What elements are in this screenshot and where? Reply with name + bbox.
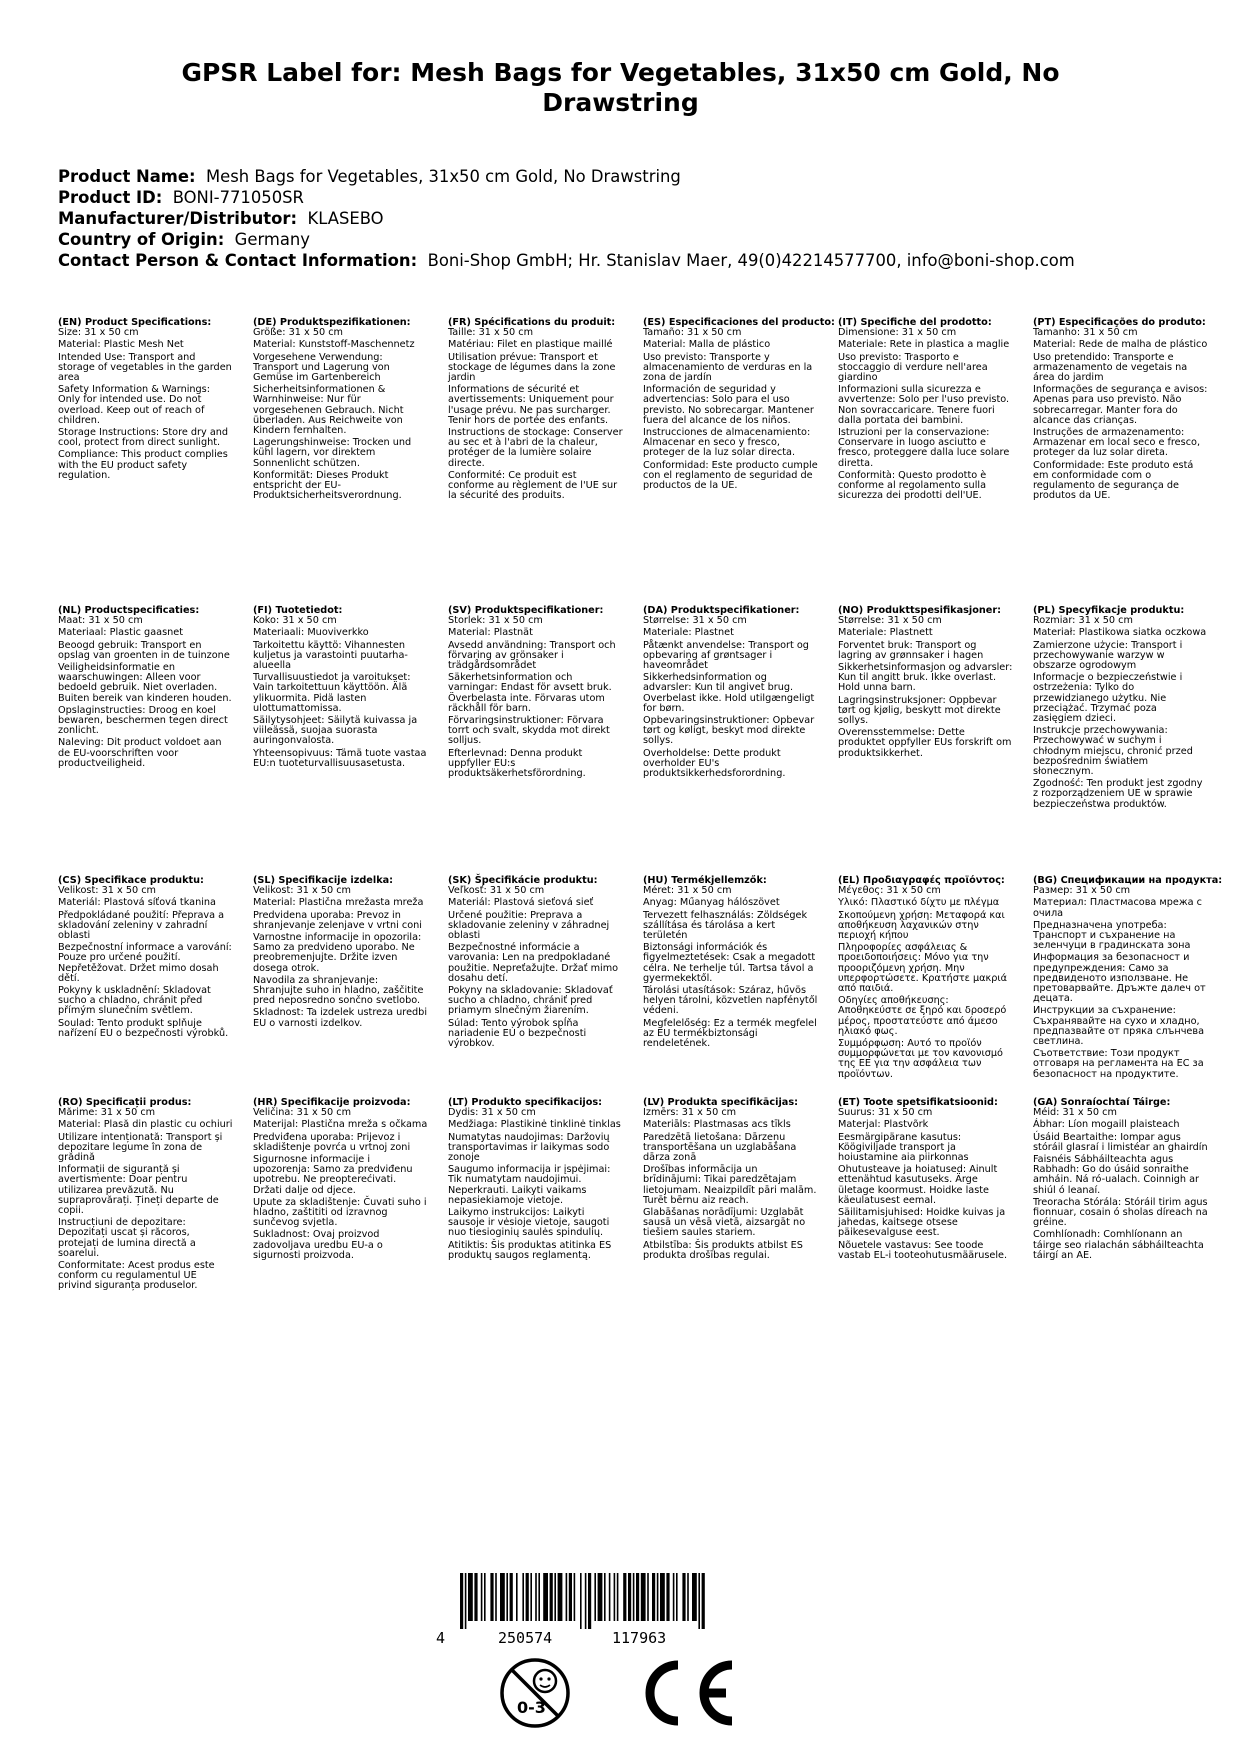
spec-line: Sikkerhetsinformasjon og advarsler: Kun til angitt bruk. Ikke overlast. Hold unna barn. xyxy=(838,662,1013,694)
spec-line: Compliance: This product complies with the EU product safety regulation. xyxy=(58,449,228,481)
spec-line: Vorgesehene Verwendung: Transport und Lagerung von Gemüse im Gartenbereich xyxy=(253,351,390,384)
spec-line: Υλικό: Πλαστικό δίχτυ με πλέγμα xyxy=(838,897,1000,909)
spec-block xyxy=(448,318,623,503)
spec-line: Συμμόρφωση: Αυτό το προϊόν συμμορφώνεται με τον κανονισμό της ΕΕ για την ασφάλεια των προϊόντων. xyxy=(838,1038,1003,1080)
spec-heading: (IT) Specifiche del prodotto: xyxy=(838,317,992,328)
spec-line: Tamaño: 31 x 50 cm xyxy=(643,327,742,339)
spec-line: Materiaal: Plastic gaasnet xyxy=(58,627,184,639)
spec-line: Atbilstība: Šis produkts atbilst ES produkta drošības regulai. xyxy=(643,1239,803,1261)
svg-text:0-3: 0-3 xyxy=(517,1698,546,1717)
spec-line: Matériau: Filet en plastique maillé xyxy=(448,339,613,351)
spec-block xyxy=(1033,318,1208,503)
spec-line: Instrucciones de almacenamiento: Almacenar en seco y fresco, proteger de la luz solar directa. xyxy=(643,427,811,459)
spec-line: Material: Plastnät xyxy=(448,627,533,639)
spec-block xyxy=(1033,606,1208,812)
spec-line: Οδηγίες αποθήκευσης: Αποθηκεύστε σε ξηρό και δροσερό μέρος, προστατεύστε από άμεσο ηλιακό φως. xyxy=(838,995,1007,1037)
spec-line: Zgodność: Ten produkt jest zgodny z rozporządzeniem UE w sprawie bezpieczeństwa produktów. xyxy=(1033,778,1203,810)
spec-line: Beoogd gebruik: Transport en opslag van groenten in de tuinzone xyxy=(58,639,230,661)
spec-line: Suurus: 31 x 50 cm xyxy=(838,1107,933,1119)
spec-line: Konformität: Dieses Produkt entspricht der EU-Produktsicherheitsverordnung. xyxy=(253,469,402,502)
info-label: Manufacturer/Distributor: xyxy=(58,209,298,228)
spec-row xyxy=(58,318,1238,588)
spec-line: Предназначена употреба: Транспорт и съхранение на зеленчуци в градинската зона xyxy=(1033,919,1191,952)
spec-line: Izmērs: 31 x 50 cm xyxy=(643,1107,737,1119)
spec-line: Säkerhetsinformation och varningar: Endast för avsett bruk. Överbelasta inte. Förvaras utom räckhåll för barn. xyxy=(448,672,612,714)
spec-line: Veľkosť: 31 x 50 cm xyxy=(448,885,545,897)
spec-block xyxy=(643,606,818,781)
spec-line: Soulad: Tento produkt splňuje nařízení EU o bezpečnosti výrobků. xyxy=(58,1017,229,1039)
spec-line: Μέγεθος: 31 x 50 cm xyxy=(838,885,941,897)
spec-line: Forventet bruk: Transport og lagring av grønnsaker i hagen xyxy=(838,639,984,661)
spec-heading: (NL) Productspecificaties: xyxy=(58,605,200,616)
spec-line: Určené použitie: Preprava a skladovanie zeleniny v záhradnej oblasti xyxy=(448,909,610,942)
spec-heading: (EL) Προδιαγραφές προϊόντος: xyxy=(838,875,1005,886)
spec-block xyxy=(58,606,233,771)
spec-line: Sicherheitsinformationen & Warnhinweise: Nur für vorgesehenen Gebrauch. Nicht überladen. Aus Reichweite von Kindern fernhalten. xyxy=(253,384,404,437)
spec-line: Dimensione: 31 x 50 cm xyxy=(838,327,957,339)
spec-line: Material: Plastična mrežasta mreža xyxy=(253,897,424,909)
spec-heading: (PT) Especificações do produto: xyxy=(1033,317,1206,328)
spec-line: Lagerungshinweise: Trocken und kühl lagern, vor direktem Sonnenlicht schützen. xyxy=(253,437,412,469)
spec-line: Předpokládané použití: Přeprava a skladování zeleniny v zahradní oblasti xyxy=(58,909,225,942)
info-value: Boni-Shop GmbH; Hr. Stanislav Maer, 49(0)42214577700, info@boni-shop.com xyxy=(427,251,1075,270)
spec-line: Overensstemmelse: Dette produktet oppfyller EUs forskrift om produktsikkerhet. xyxy=(838,727,1012,759)
spec-line: Materiale: Rete in plastica a maglie xyxy=(838,339,1010,351)
spec-line: Nõuetele vastavus: See toode vastab EL-i tooteohutusmäärusele. xyxy=(838,1239,1008,1261)
spec-line: Materiale: Plastnett xyxy=(838,627,933,639)
spec-line: Informations de sécurité et avertissements: Uniquement pour l'usage prévu. Ne pas surcharger. Tenir hors de portée des enfants. xyxy=(448,384,614,426)
spec-line: Drošības informācija un brīdinājumi: Tikai paredzētajam lietojumam. Neaizpildīt pāri malām. Turēt bērnu aiz reach. xyxy=(643,1164,817,1206)
spec-line: Predvidena uporaba: Prevoz in shranjevanje zelenjave v vrtni coni xyxy=(253,909,422,931)
spec-line: Materiale: Plastnet xyxy=(643,627,734,639)
spec-line: Upute za skladištenje: Čuvati suho i hladno, zaštititi od izravnog sunčevog svjetla. xyxy=(253,1196,427,1229)
spec-line: Material: Plastic Mesh Net xyxy=(58,339,184,351)
spec-heading: (HR) Specifikacije proizvoda: xyxy=(253,1097,411,1108)
spec-line: Ohutusteave ja hoiatused: Ainult ettenähtud kasutuseks. Ärge ületage koormust. Hoidke laste käeulatusest eemal. xyxy=(838,1164,998,1206)
spec-line: Съответствие: Този продукт отговаря на регламента на ЕС за безопасност на продуктите. xyxy=(1033,1048,1204,1080)
spec-line: Medžiaga: Plastikinė tinklinė tinklas xyxy=(448,1119,621,1131)
spec-block xyxy=(253,1098,428,1263)
spec-line: Conformitate: Acest produs este conform cu regulamentul UE privind siguranța produselor. xyxy=(58,1260,215,1292)
spec-heading: (PL) Specyfikacje produktu: xyxy=(1033,605,1185,616)
spec-line: Méid: 31 x 50 cm xyxy=(1033,1107,1117,1119)
spec-line: Pokyny na skladovanie: Skladovať sucho a chladno, chrániť pred priamym slnečným žiarením. xyxy=(448,985,613,1017)
spec-block xyxy=(838,318,1013,503)
spec-line: Säilitamisjuhised: Hoidke kuivas ja jahedas, kaitsege otsese päikesevalguse eest. xyxy=(838,1207,1006,1239)
spec-block xyxy=(1033,1098,1208,1263)
spec-line: Safety Information & Warnings: Only for intended use. Do not overload. Keep out of reach of children. xyxy=(58,384,210,426)
spec-line: Eesmärgipärane kasutus: Köögiviljade transport ja hoiustamine aia piirkonnas xyxy=(838,1131,969,1164)
spec-line: Saugumo informacija ir įspėjimai: Tik numatytam naudojimui. Neperkrauti. Laikyti vaikams nepasiekiamoje vietoje. xyxy=(448,1164,611,1206)
spec-line: Ábhar: Líon mogaill plaisteach xyxy=(1033,1119,1180,1131)
info-label: Product Name: xyxy=(58,167,196,186)
spec-line: Skladnost: Ta izdelek ustreza uredbi EU o varnosti izdelkov. xyxy=(253,1007,428,1029)
spec-line: Velikost: 31 x 50 cm xyxy=(58,885,156,897)
spec-block xyxy=(643,876,818,1051)
spec-line: Sikkerhedsinformation og advarsler: Kun til angivet brug. Overbelast ikke. Hold utilgængeligt for børn. xyxy=(643,672,815,714)
spec-line: Conformidad: Este producto cumple con el reglamento de seguridad de productos de la UE. xyxy=(643,459,818,492)
spec-line: Instruções de armazenamento: Armazenar em local seco e fresco, proteger da luz solar direta. xyxy=(1033,427,1201,459)
spec-block xyxy=(643,1098,818,1263)
spec-line: Rozmiar: 31 x 50 cm xyxy=(1033,615,1133,627)
spec-line: Materijal: Plastična mreža s očkama xyxy=(253,1119,428,1131)
spec-line: Treoracha Stórála: Stóráil tirim agus fionnuar, cosain ó sholas díreach na gréine. xyxy=(1033,1196,1208,1229)
spec-heading: (SK) Špecifikácie produktu: xyxy=(448,875,598,886)
spec-line: Opbevaringsinstruktioner: Opbevar tørt og køligt, beskyt mod direkte sollys. xyxy=(643,715,815,747)
spec-block xyxy=(448,876,623,1051)
spec-block xyxy=(253,318,428,503)
spec-line: Säilytysohjeet: Säilytä kuivassa ja viileässä, suojaa suorasta auringonvalosta. xyxy=(253,715,418,747)
spec-block xyxy=(253,876,428,1031)
spec-line: Informazioni sulla sicurezza e avvertenze: Solo per l'uso previsto. Non sovraccaricare. Tenere fuori dalla portata dei bambini. xyxy=(838,384,1010,426)
spec-line: Utilizare intenționată: Transport și depozitare legume în zona de grădină xyxy=(58,1131,223,1164)
spec-line: Efterlevnad: Denna produkt uppfyller EU:s produktsäkerhetsförordning. xyxy=(448,747,586,780)
spec-line: Opslaginstructies: Droog en koel bewaren, beschermen tegen direct zonlicht. xyxy=(58,704,228,737)
spec-line: Intended Use: Transport and storage of vegetables in the garden area xyxy=(58,351,232,384)
spec-line: Instructions de stockage: Conserver au sec et à l'abri de la chaleur, protéger de la lumière solaire directe. xyxy=(448,427,623,469)
contact-row xyxy=(58,250,1198,271)
spec-block xyxy=(838,606,1013,761)
spec-line: Naleving: Dit product voldoet aan de EU-voorschriften voor productveiligheid. xyxy=(58,737,222,769)
spec-block xyxy=(58,1098,233,1294)
spec-line: Varnostne informacije in opozorila: Samo za predvideno uporabo. Ne preobremenjujte. Držite izven dosega otrok. xyxy=(253,932,422,974)
spec-line: Size: 31 x 50 cm xyxy=(58,327,139,339)
spec-block xyxy=(448,606,623,781)
info-value: KLASEBO xyxy=(307,209,384,228)
info-value: Mesh Bags for Vegetables, 31x50 cm Gold, No Drawstring xyxy=(205,167,681,186)
spec-line: Paredzētā lietošana: Dārzeņu transportēšana un uzglabāšana dārza zonā xyxy=(643,1131,797,1164)
spec-line: Uso previsto: Trasporto e stoccaggio di verdure nell'area giardino xyxy=(838,351,988,384)
spec-line: Overholdelse: Dette produkt overholder EU's produktsikkerhedsforordning. xyxy=(643,747,786,780)
spec-block xyxy=(1033,875,1223,1082)
spec-line: Información de seguridad y advertencias: Solo para el uso previsto. No sobrecargar. Mantener fuera del alcance de los niños. xyxy=(643,384,814,426)
spec-line: Predviđena uporaba: Prijevoz i skladištenje povrća u vrtnoj zoni xyxy=(253,1131,411,1153)
spec-line: Utilisation prévue: Transport et stockage de légumes dans la zone jardin xyxy=(448,351,616,384)
spec-row xyxy=(58,606,1238,866)
spec-block xyxy=(253,606,428,771)
spec-heading: (ET) Toote spetsifikatsioonid: xyxy=(838,1097,998,1108)
spec-heading: (SV) Produktspecifikationer: xyxy=(448,605,604,616)
spec-line: Förvaringsinstruktioner: Förvara torrt och svalt, skydda mot direkt solljus. xyxy=(448,715,610,747)
spec-line: Súlad: Tento výrobok spĺňa nariadenie EÚ o bezpečnosti výrobkov. xyxy=(448,1017,587,1050)
spec-line: Tárolási utasítások: Száraz, hűvös helyen tárolni, közvetlen napfénytől védeni. xyxy=(643,985,818,1017)
spec-heading: (EN) Product Specifications: xyxy=(58,317,212,328)
spec-line: Glabāšanas norādījumi: Uzglabāt sausā un vēsā vietā, aizsargāt no tiešiem saules stariem. xyxy=(643,1207,806,1239)
spec-line: Σκοπούμενη χρήση: Μεταφορά και αποθήκευση λαχανικών στην περιοχή κήπου xyxy=(838,909,1005,942)
barcode-bars xyxy=(460,1573,710,1629)
spec-heading: (DE) Produktspezifikationen: xyxy=(253,317,411,328)
spec-block xyxy=(643,317,835,493)
barcode-lead-digit: 4 xyxy=(436,1629,446,1647)
spec-line: Instrukcje przechowywania: Przechowywać w suchym i chłodnym miejscu, chronić przed bezpośrednim światłem słonecznym. xyxy=(1033,725,1193,778)
spec-line: Méret: 31 x 50 cm xyxy=(643,885,732,897)
spec-line: Koko: 31 x 50 cm xyxy=(253,615,337,627)
spec-line: Bezpečnostní informace a varování: Pouze pro určené použití. Nepřetěžovat. Držet mimo dosah dětí. xyxy=(58,942,232,984)
spec-line: Materiāls: Plastmasas acs tīkls xyxy=(643,1119,791,1131)
spec-line: Material: Rede de malha de plástico xyxy=(1033,339,1208,351)
ce-mark-icon xyxy=(650,1665,732,1721)
spec-line: Informações de segurança e avisos: Apenas para uso previsto. Não sobrecarregar. Manter fora do alcance das crianças. xyxy=(1033,384,1208,426)
spec-block xyxy=(58,318,233,483)
spec-line: Conformité: Ce produit est conforme au règlement de l'UE sur la sécurité des produits. xyxy=(448,469,618,502)
spec-line: Informații de siguranță și avertismente: Doar pentru utilizarea prevăzută. Nu supraprovărați. Țineți departe de copii. xyxy=(58,1164,219,1217)
spec-line: Úsáid Beartaithe: Iompar agus stóráil glasraí i limistéar an ghairdín xyxy=(1033,1131,1208,1153)
spec-line: Размер: 31 x 50 cm xyxy=(1033,885,1131,897)
info-label: Contact Person & Contact Information: xyxy=(58,251,418,270)
spec-heading: (NO) Produkttspesifikasjoner: xyxy=(838,605,1002,616)
spec-line: Zamierzone użycie: Transport i przechowywanie warzyw w obszarze ogrodowym xyxy=(1033,639,1183,672)
spec-heading: (FI) Tuotetiedot: xyxy=(253,605,343,616)
spec-heading: (DA) Produktspecifikationer: xyxy=(643,605,800,616)
spec-heading: (BG) Спецификации на продукта: xyxy=(1033,875,1223,886)
info-value: Germany xyxy=(234,230,311,249)
spec-line: Sukladnost: Ovaj proizvod zadovoljava uredbu EU-a o sigurnosti proizvoda. xyxy=(253,1229,383,1261)
spec-heading: (HU) Termékjellemzők: xyxy=(643,875,767,886)
spec-line: Turvallisuustiedot ja varoitukset: Vain tarkoitettuun käyttöön. Älä ylikuormita. Pidä lasten ulottumattomissa. xyxy=(253,672,411,714)
spec-line: Veiligheidsinformatie en waarschuwingen: Alleen voor bedoeld gebruik. Niet overladen. Buiten bereik van kinderen houden. xyxy=(58,662,232,704)
manufacturer-row xyxy=(58,208,1198,229)
spec-line: Atitiktis: Šis produktas atitinka ES produktų saugos reglamentą. xyxy=(448,1239,612,1261)
spec-row xyxy=(58,876,1238,1086)
spec-line: Uso pretendido: Transporte e armazenamento de vegetais na área do jardim xyxy=(1033,351,1188,384)
spec-line: Materiál: Plastová sieťová sieť xyxy=(448,897,594,909)
product-name-row xyxy=(58,166,1198,187)
spec-line: Информация за безопасност и предупреждения: Само за предвиденото използване. Не претоварвайте. Дръжте далеч от децата. xyxy=(1033,952,1206,1005)
spec-line: Conformidade: Este produto está em conformidade com o regulamento de segurança de produtos da UE. xyxy=(1033,459,1194,502)
spec-line: Materjal: Plastvõrk xyxy=(838,1119,929,1131)
info-label: Product ID: xyxy=(58,188,163,207)
spec-heading: (RO) Specificații produs: xyxy=(58,1097,192,1108)
barcode-group-left: 250574 xyxy=(498,1629,553,1647)
spec-line: Navodila za shranjevanje: Shranjujte suho in hladno, zaščitite pred neposredno sončno svetlobo. xyxy=(253,974,424,1007)
spec-line: Veličina: 31 x 50 cm xyxy=(253,1107,352,1119)
spec-line: Material: Malla de plástico xyxy=(643,339,771,351)
spec-line: Påtænkt anvendelse: Transport og opbevaring af grøntsager i haveområdet xyxy=(643,639,809,672)
spec-heading: (ES) Especificaciones del producto: xyxy=(643,317,835,328)
spec-heading: (GA) Sonraíochtaí Táirge: xyxy=(1033,1097,1171,1108)
spec-line: Conformità: Questo prodotto è conforme al regolamento sulla sicurezza dei prodotti dell'UE. xyxy=(838,469,987,502)
spec-line: Storage Instructions: Store dry and cool, protect from direct sunlight. xyxy=(58,427,229,449)
spec-line: Uso previsto: Transporte y almacenamiento de verduras en la zona de jardín xyxy=(643,351,813,384)
spec-line: Mărime: 31 x 50 cm xyxy=(58,1107,156,1119)
spec-heading: (CS) Specifikace produktu: xyxy=(58,875,204,886)
spec-row xyxy=(58,1098,1238,1318)
spec-line: Instrucțiuni de depozitare: Depozitați uscat și răcoros, protejați de lumina directă a soarelui. xyxy=(58,1217,196,1259)
spec-line: Tamanho: 31 x 50 cm xyxy=(1033,327,1138,339)
spec-line: Megfelelőség: Ez a termék megfelel az EU termékbiztonsági rendeletének. xyxy=(643,1017,817,1050)
spec-line: Sigurnosne informacije i upozorenja: Samo za predviđenu upotrebu. Ne preopterećivati. Držati dalje od djece. xyxy=(253,1154,413,1196)
spec-block xyxy=(58,876,233,1041)
spec-line: Materiaali: Muoviverkko xyxy=(253,627,369,639)
spec-line: Pokyny k uskladnění: Skladovat sucho a chladno, chránit před přímým slunečním světlem. xyxy=(58,985,211,1017)
spec-block xyxy=(838,1098,1013,1263)
spec-line: Istruzioni per la conservazione: Conservare in luogo asciutto e fresco, proteggere dalla luce solare diretta. xyxy=(838,427,1010,469)
barcode-group-right: 117963 xyxy=(612,1629,667,1647)
spec-line: Størrelse: 31 x 50 cm xyxy=(643,615,747,627)
spec-line: Πληροφορίες ασφάλειας & προειδοποιήσεις: Μόνο για την προοριζόμενη χρήση. Μην υπερφορτώσετε. Κρατήστε μακριά από παιδιά. xyxy=(838,942,1008,995)
info-label: Country of Origin: xyxy=(58,230,225,249)
spec-line: Maat: 31 x 50 cm xyxy=(58,615,143,627)
spec-line: Anyag: Műanyag hálószövet xyxy=(643,897,780,909)
spec-line: Tervezett felhasználás: Zöldségek szállítása és tárolása a kert területén xyxy=(643,909,808,942)
spec-line: Größe: 31 x 50 cm xyxy=(253,327,343,339)
spec-line: Størrelse: 31 x 50 cm xyxy=(838,615,942,627)
barcode xyxy=(430,1573,740,1653)
spec-block xyxy=(448,1098,623,1263)
spec-line: Materiał: Plastikowa siatka oczkowa xyxy=(1033,627,1207,639)
spec-heading: (LT) Produkto specifikacijos: xyxy=(448,1097,603,1108)
spec-heading: (LV) Produkta specifikācijas: xyxy=(643,1097,798,1108)
spec-line: Faisnéis Sábháilteachta agus Rabhadh: Go do úsáid sonraithe amháin. Ná ró-ualach. Coinnigh ar shiúl ó leanaí. xyxy=(1033,1154,1200,1196)
spec-block xyxy=(838,876,1013,1082)
spec-line: Materiál: Plastová síťová tkanina xyxy=(58,897,216,909)
spec-line: Material: Plasă din plastic cu ochiuri xyxy=(58,1119,233,1131)
spec-heading: (SL) Specifikacije izdelka: xyxy=(253,875,394,886)
spec-line: Comhlíonadh: Comhlíonann an táirge seo rialachán sábháilteachta táirgí an AE. xyxy=(1033,1229,1204,1261)
spec-line: Avsedd användning: Transport och förvaring av grönsaker i trädgårdsområdet xyxy=(448,639,616,672)
spec-line: Numatytas naudojimas: Daržovių transportavimas ir laikymas sodo zonoje xyxy=(448,1131,610,1164)
spec-line: Dydis: 31 x 50 cm xyxy=(448,1107,536,1119)
spec-heading: (FR) Spécifications du produit: xyxy=(448,317,616,328)
spec-line: Tarkoitettu käyttö: Vihannesten kuljetus ja varastointi puutarha-alueella xyxy=(253,639,408,672)
spec-line: Velikost: 31 x 50 cm xyxy=(253,885,351,897)
spec-line: Lagringsinstruksjoner: Oppbevar tørt og kjølig, beskytt mot direkte sollys. xyxy=(838,694,1001,727)
compliance-icons xyxy=(500,1653,760,1738)
spec-line: Biztonsági információk és figyelmeztetések: Csak a megadott célra. Ne terhelje túl. Tartsa távol a gyermekektől. xyxy=(643,942,816,984)
spec-line: Yhteensopivuus: Tämä tuote vastaa EU:n tuoteturvallisuusasetusta. xyxy=(253,747,427,769)
spec-line: Инструкции за съхранение: Съхранявайте на сухо и хладно, предпазвайте от пряка слънчева светлина. xyxy=(1033,1005,1205,1048)
page-title: GPSR Label for: Mesh Bags for Vegetables, 31x50 cm Gold, No Drawstring xyxy=(181,58,1060,117)
spec-line: Material: Kunststoff-Maschennetz xyxy=(253,339,415,351)
spec-line: Bezpečnostné informácie a varovania: Len na predpokladané použitie. Nepreťažujte. Držať mimo dosahu detí. xyxy=(448,942,619,984)
no-under-3-icon xyxy=(502,1660,568,1726)
spec-line: Informacje o bezpieczeństwie i ostrzeżenia: Tylko do przewidzianego użytku. Nie przeciążać. Trzymać poza zasięgiem dzieci. xyxy=(1033,672,1183,725)
spec-line: Материал: Пластмасова мрежа с очила xyxy=(1033,897,1202,919)
spec-line: Storlek: 31 x 50 cm xyxy=(448,615,543,627)
product-id-row xyxy=(58,187,1198,208)
spec-line: Taille: 31 x 50 cm xyxy=(448,327,534,339)
country-row xyxy=(58,229,1198,250)
product-info xyxy=(58,166,1198,271)
spec-line: Laikymo instrukcijos: Laikyti sausoje ir vėsioje vietoje, saugoti nuo tiesioginių saulės spindulių. xyxy=(448,1207,610,1239)
info-value: BONI-771050SR xyxy=(172,188,304,207)
